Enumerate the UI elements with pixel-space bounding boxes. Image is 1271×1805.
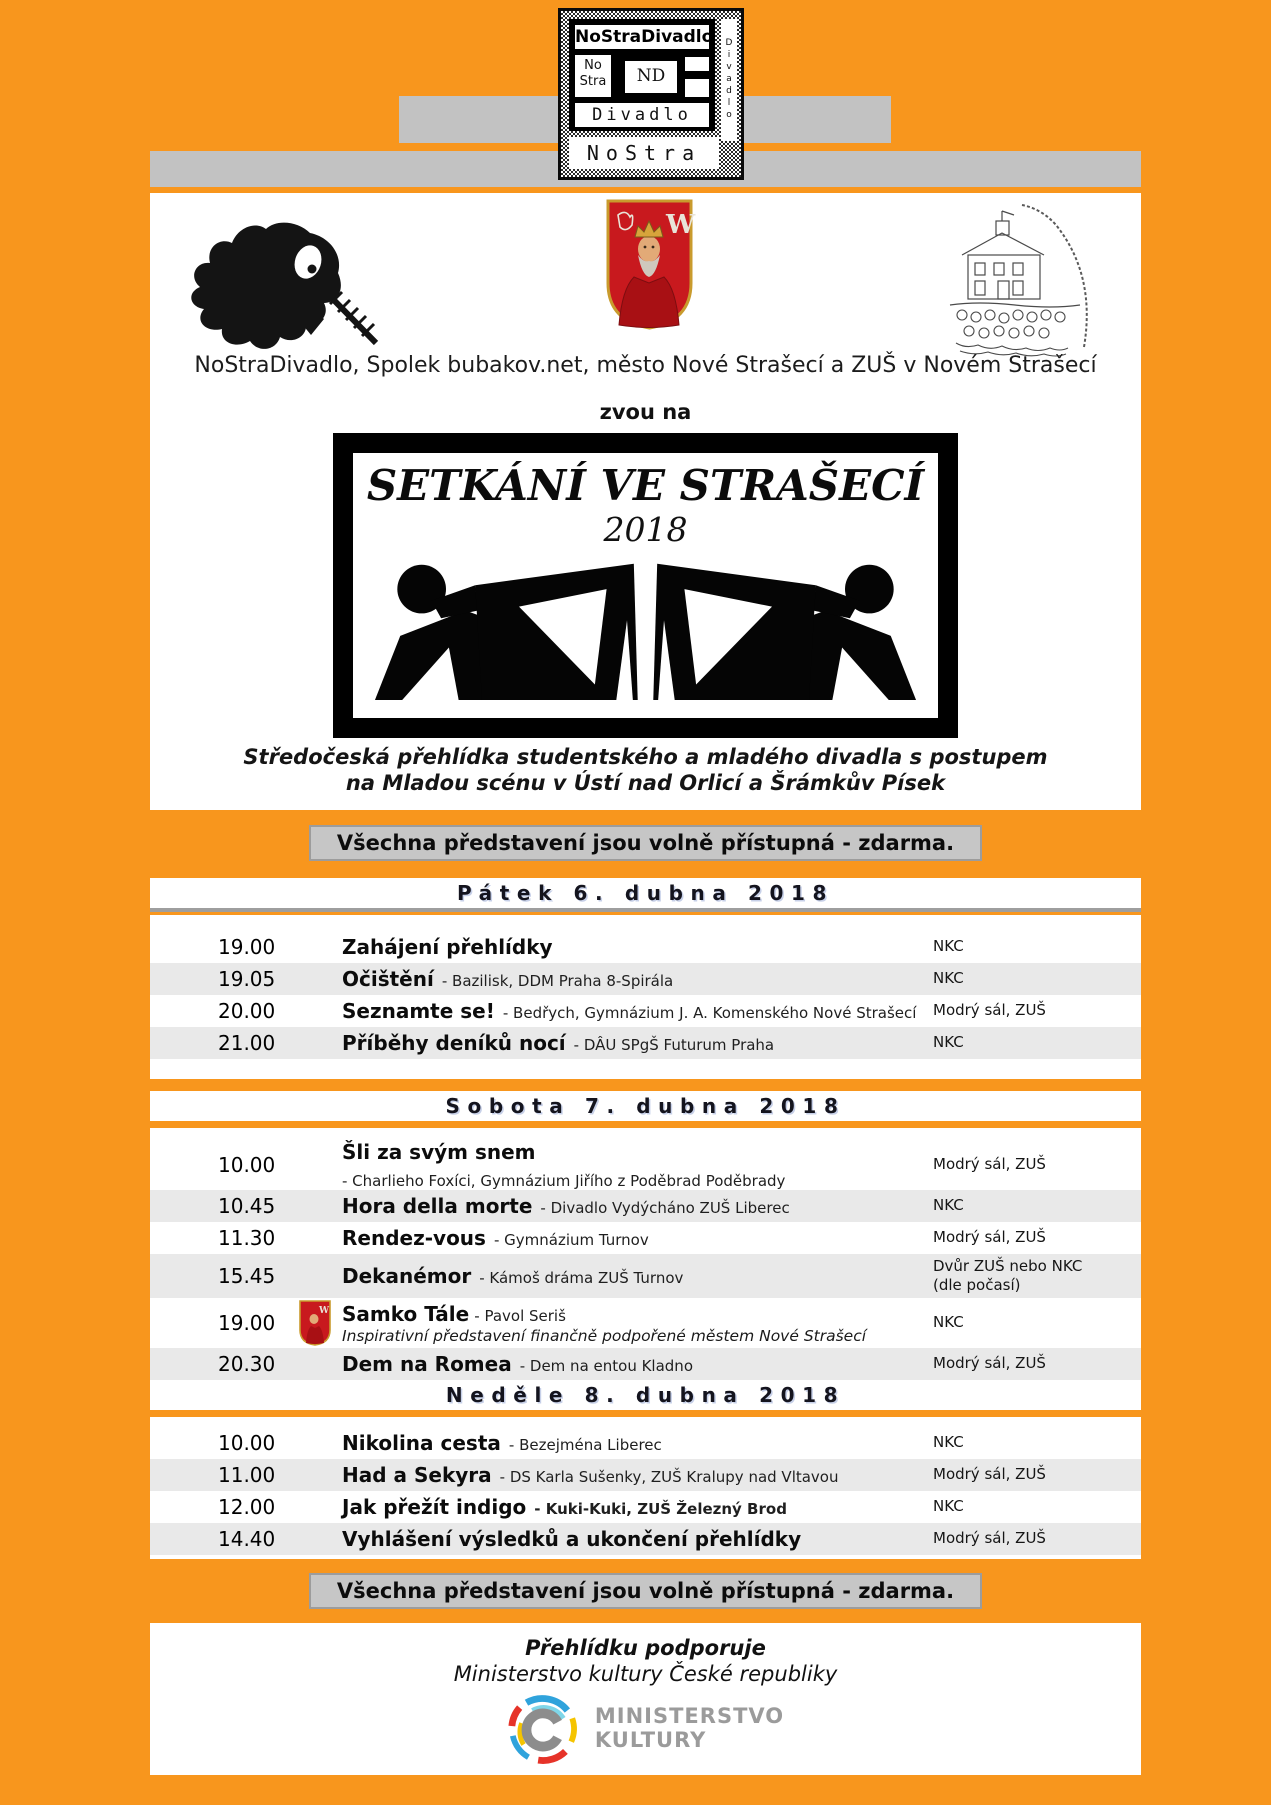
intro-section [150,193,1141,810]
support-line-2: Ministerstvo kultury České republiky [453,1662,838,1686]
poster-content-column [150,193,1141,1775]
festival-banner [333,433,958,738]
venue-two-line: Dvůr ZUŠ nebo NKC (dle počasí) [933,1256,1083,1294]
festival-banner-inner [353,453,938,718]
table-row: 19.00 W Samko Tále - Pavol Seriš Inspirativní představení finančně podpořené městem Nové Strašecí NKC [150,1298,1141,1348]
table-row: 12.00 Jak přežít indigo - Kuki-Kuki, ZUŠ Železný Brod NKC [218,1495,964,1519]
free-notice: Všechna představení jsou volně přístupná - zdarma. [309,1573,982,1609]
day-header-sunday: Neděle 8. dubna 2018 [150,1380,1141,1414]
table-row: 10.00 Nikolina cesta - Bezejména Liberec NKC [218,1431,964,1455]
logo-nd-box: ND [623,59,679,95]
schedule-sunday [150,1417,1141,1559]
school-drawing-icon [938,197,1093,373]
footer-section [150,1623,1141,1775]
table-row: 11.00 Had a Sekyra - DS Karla Sušenky, ZUŠ Kralupy nad Vltavou Modrý sál, ZUŠ [150,1459,1141,1491]
ghost-mascot-icon [180,211,380,360]
table-row: 10.00 Šli za svým snem - Charlieho Foxíci, Gymnázium Jiřího z Poděbrad Poděbrady Modrý sál, ZUŠ [218,1140,1046,1190]
day-header-friday: Pátek 6. dubna 2018 [150,878,1141,912]
free-notice: Všechna představení jsou volně přístupná - zdarma. [309,825,982,861]
day-section-friday [150,878,1141,1079]
support-line-1: Přehlídku podporuje [525,1636,766,1660]
day-header-saturday: Sobota 7. dubna 2018 [150,1091,1141,1125]
invite-line: zvou na [599,400,692,424]
ministry-logo-icon [507,1691,581,1767]
ministry-of-culture-logo [150,1691,1141,1767]
schedule-friday [150,915,1141,1079]
logo-square-1 [685,57,709,71]
logo-divadlo-band: Divadlo [575,103,709,127]
logo-square-2 [685,75,709,97]
show-note: Inspirativní představení finančně podpořené městem Nové Strašecí [342,1326,867,1345]
table-row: 20.30 Dem na Romea - Dem na entou Kladno Modrý sál, ZUŠ [150,1348,1141,1380]
nostradivadlo-logo [558,8,744,180]
svg-text:W: W [666,210,696,240]
readers-silhouette-icon [373,555,918,703]
table-row: 14.40 Vyhlášení výsledků a ukončení přehlídky Modrý sál, ZUŠ [150,1523,1141,1555]
day-section-sunday [150,1380,1141,1559]
free-notice-band-bottom [150,1559,1141,1623]
day-section-saturday [150,1091,1141,1376]
logo-title: NoStraDivadlo [575,27,714,47]
festival-subtitle: Středočeská přehlídka studentského a mladého divadla s postupem na Mladou scénu v Ústí nad Orlicí a Šrámkův Písek [243,745,1048,795]
schedule-saturday [150,1128,1141,1376]
organizers-line: NoStraDivadlo, Spolek bubakov.net, město Nové Strašecí a ZUŠ v Novém Strašecí [194,353,1097,378]
table-row: 11.30 Rendez-vous - Gymnázium Turnov Modrý sál, ZUŠ [218,1226,1046,1250]
logo-bottom-band: NoStra [569,137,719,169]
table-row: 19.05 Očištění - Bazilisk, DDM Praha 8-Spirála NKC [150,963,1141,995]
table-row: 21.00 Příběhy deníků nocí - DÂU SPgŠ Futurum Praha NKC [150,1027,1141,1059]
svg-text:W: W [319,1306,330,1316]
table-row: 20.00 Seznamte se! - Bedřych, Gymnázium J. A. Komenského Nové Strašecí Modrý sál, ZUŠ [218,999,1046,1023]
festival-year: 2018 [603,510,688,549]
free-notice-band-top [150,810,1141,876]
coat-of-arms-icon [602,197,697,336]
table-row: 15.45 Dekanémor - Kámoš dráma ZUŠ Turnov Dvůr ZUŠ nebo NKC (dle počasí) [150,1254,1141,1298]
logo-vertical-strip: Divadlo [721,19,737,141]
town-shield-icon [298,1300,332,1350]
table-row: 10.45 Hora della morte - Divadlo Vydýcháno ZUŠ Liberec NKC [150,1190,1141,1222]
ministry-logo-text: MINISTERSTVO KULTURY [594,1704,785,1752]
table-row: 19.00 Zahájení přehlídky NKC [218,935,964,959]
festival-title: SETKÁNÍ VE STRAŠECÍ [366,461,925,510]
logo-left-cell: No Stra [575,55,611,97]
